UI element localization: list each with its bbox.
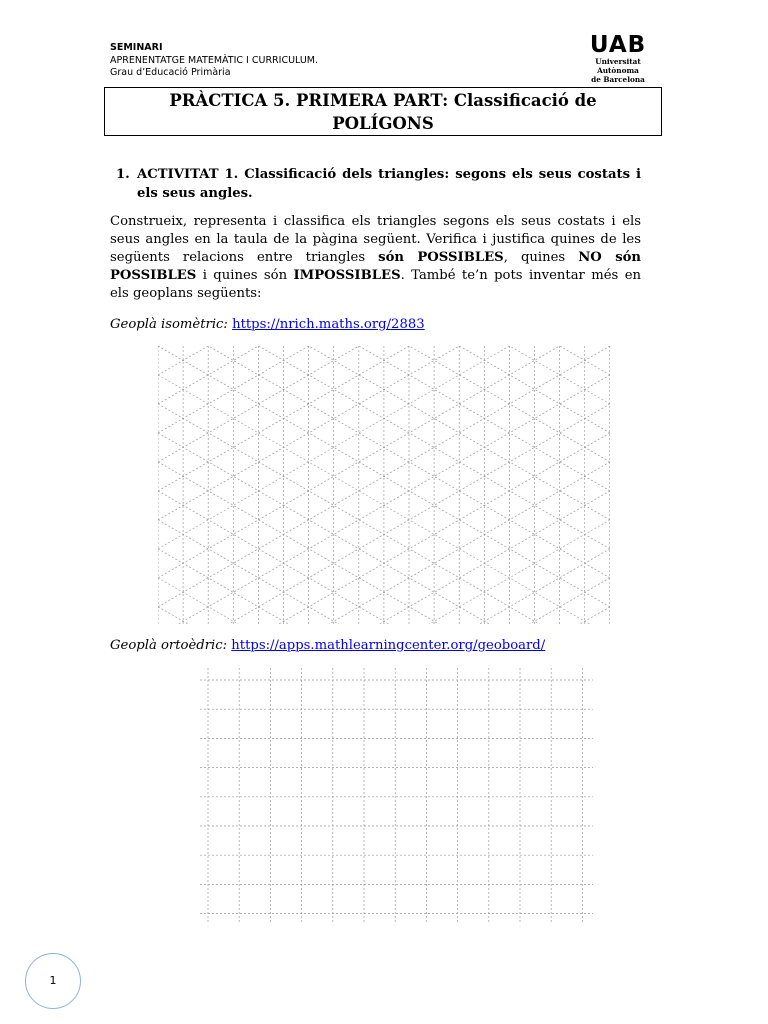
iso-diagonal-line: [158, 578, 610, 624]
isometric-geoboard-line: [110, 316, 425, 334]
iso-diagonal-line: [158, 346, 610, 520]
title-line2: POLÍGONS: [332, 114, 434, 133]
orthogonal-label: Geoplà ortoèdric:: [110, 638, 228, 653]
course-name: APRENENTATGE MATEMÀTIC I CURRICULUM.: [110, 54, 319, 66]
orthogonal-geoboard-line: [110, 637, 545, 655]
title-line1: PRÀCTICA 5. PRIMERA PART: Classificació de: [169, 91, 597, 110]
isometric-label: Geoplà isomètric:: [110, 317, 228, 332]
activity-number: 1.: [116, 167, 130, 182]
para-text-1: Construeix, representa i classifica els triangles segons els seus costats i els seus angles en la taula de la pàgina següent. Verifica i justifica quines de les següents relacions entre triangles: [110, 214, 641, 265]
iso-diagonal-line: [158, 346, 610, 520]
para-text-4: . També te’n pots inventar més en els geoplans següents:: [110, 268, 642, 301]
bold-possibles: són POSSIBLES: [378, 250, 504, 265]
isometric-geoboard-grid: [158, 346, 610, 624]
bold-impossibles: IMPOSSIBLES: [293, 268, 401, 283]
university-name-line2: de Barcelona: [591, 75, 645, 84]
seminar-label: SEMINARI: [110, 42, 163, 53]
orthogonal-geoboard-grid: [200, 668, 593, 924]
instructions-paragraph: [110, 213, 641, 303]
para-text-2: , quines: [503, 250, 579, 265]
orthogonal-link[interactable]: https://apps.mathlearningcenter.org/geoboard/: [231, 638, 546, 653]
page-title: [104, 87, 662, 136]
document-header: [110, 42, 318, 80]
bold-no-possibles: NO són POSSIBLES: [110, 250, 642, 283]
activity-heading: [116, 165, 641, 203]
degree-name: Grau d’Educació Primària: [110, 67, 231, 78]
isometric-link[interactable]: https://nrich.maths.org/2883: [232, 317, 425, 332]
para-text-3: i quines són: [196, 268, 294, 283]
activity-heading-text: ACTIVITAT 1. Classificació dels triangles: segons els seus costats i els seus angles.: [137, 167, 641, 201]
page-number: 1: [25, 953, 81, 1009]
uab-logo: [578, 33, 658, 84]
university-name-line1: Universitat Autònoma: [595, 57, 641, 75]
iso-diagonal-line: [158, 578, 610, 624]
uab-wordmark: UAB: [589, 32, 647, 58]
